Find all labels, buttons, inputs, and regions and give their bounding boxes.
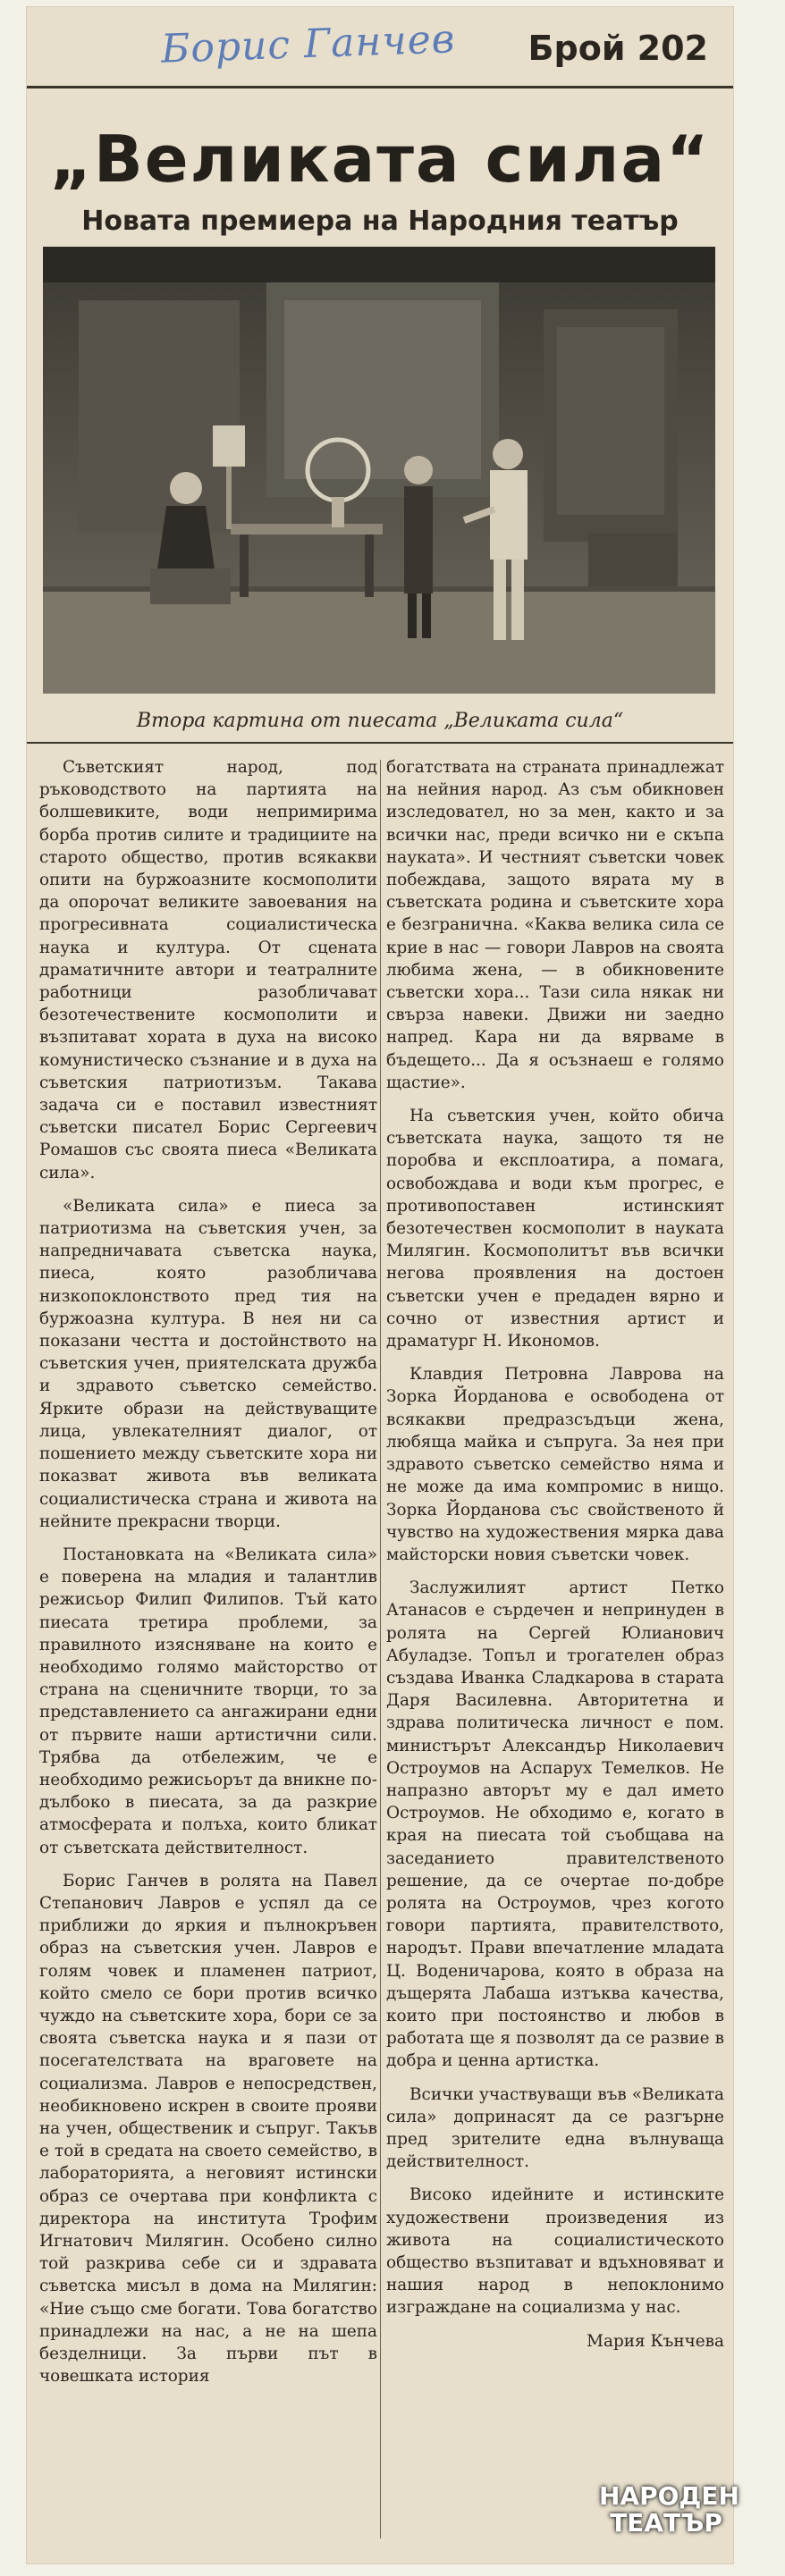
theatre-logo-stamp: [599, 2481, 739, 2563]
newspaper-clipping: [27, 7, 739, 2563]
article-paragraph: Клавдия Петровна Лаврова на Зорка Йорданова е освободена от всякакви предразсъдъци жена, любяща майка и съпруга. За нея при здравото съветско семейство няма и не може да има компромис в нищо. Зорка Йорданова със свойственото й чувство на художествения мярка дава майсторски новия съветски човек.: [386, 1365, 724, 1564]
article-paragraph: «Великата сила» е пиеса за патриотизма на съветския учен, за напредничавата съветска наука, пиеса, която разобличава низкопоклонството пред тия на буржоазна култура. В нея ни са показани честта и достойнството на съветския учен, приятелската дружба и здравото съветско семейство. Ярките образи на действуващите лица, увлекателният диалог, от пошението между съветските хора ни показват живота във великата социалистическа страна и живота на нейните прекрасни творци.: [39, 1196, 377, 1531]
article-paragraph: Високо идейните и истинските художествени произведения из живота на социалистическото общество възпитават и вдъхновяват и нашия народ в непоклонимо изграждане на социализма у нас.: [386, 2185, 724, 2318]
column-separator: [380, 760, 381, 2538]
handwritten-note: Борис Ганчев: [160, 16, 457, 72]
article-paragraph: Всички участвуващи във «Великата сила» допринасят да се разгърне пред зрителите една вълнуваща действителност.: [386, 2084, 724, 2172]
subheadline: Новата премиера на Народния театър: [81, 206, 679, 237]
article-paragraph: Заслужилият артист Петко Атанасов е сърдечен и непринуден в ролята на Сергей Юлианович Абуладзе. Топъл и трогателен образ създава Иванка Сладкарова в старата Даря Василевна. Авторитетна и здрава политическа личност е пом. министърът Александър Николаевич Остроумов на Аспарух Темелков. Не напразно авторът му е дал името Остроумов. Не обходимо е, когато в края на пиесата той съобщава на заседанието правителственото решение, да се очертае по-добре ролята на Остроумов, чрез когото говори партията, правителството, народът. Прави впечатление младата Ц. Воденичарова, която в образа на дъщерята Лабаша изтъква качества, които при постоянство и любов в работата ще я позволят да се развие в добра и ценна артистка.: [386, 1578, 724, 2071]
article-paragraph: Съветският народ, под ръководството на партията на болшевиките, води непримирима борба против силите и традициите на старото общество, против всякакви опити на буржоазните космополити да опорочат великите завоевания на прогресивната социалистическа наука и култура. От сцената драматичните автори и театралните работници разобличават безотечествените космополити и възпитават хората в духа на високо комунистическо съзнание и в духа на съветския патриотизъм. Такава задача си е поставил известният съветски писател Борис Сергеевич Ромашов със своята пиеса «Великата сила».: [39, 758, 377, 1183]
stamp-line-2: ТЕАТЪР: [610, 2508, 722, 2538]
caption-rule: [27, 742, 733, 744]
issue-number: Брой 202: [528, 29, 708, 68]
headline: „Великата сила“: [49, 122, 711, 197]
header-rule: [27, 86, 733, 88]
article-paragraph: Постановката на «Великата сила» е поверена на младия и талантлив режисьор Филип Филипов. Тъй като пиесата третира проблеми, за правилното изясняване на които е необходимо голямо майсторство от страна на сценичните творци, то за представлението са ангажирани едни от първите наши артистични сили. Трябва да отбележим, че е необходимо режисьорът да вникне по-дълбоко в пиесата, за да разкрие атмосферата и полъха, които бликат от съветската действителност.: [39, 1545, 377, 1857]
stage-photo: [43, 247, 715, 694]
article-paragraph: Борис Ганчев в ролята на Павел Степанович Лавров е успял да се приближи до яркия и пълнокръвен образ на съветския учен. Лавров е голям човек и пламенен патриот, който смело се бори против всичко чуждо на съветските хора, бори се за своята съветска наука и я пази от посегателствата на враговете на социализма. Лавров е непосредствен, необикновено искрен в своите прояви на учен, общественик и съпруг. Такъв е той в средата на своето семейство, в лабораторията, а неговият истински образ се очертава при конфликта с директора на института Трофим Игнатович Милягин. Особено силно той разкрива себе си и здравата съветска мисъл в дома на Милягин: «Ние също сме богати. Това богатство принадлежи на нас, а не на шепа безделници. За първи път в човешката история: [39, 1871, 377, 2387]
article-column-left: [39, 756, 377, 2398]
stage-scene-illustration: [43, 247, 715, 694]
article-paragraph: На съветския учен, който обича съветската наука, защото тя не поробва и експлоатира, а помага, освобождава и води към прогрес, е противопоставен истинският безотечествен космополит в науката Милягин. Космополитът във всички негова проявления на достоен съветски учен е предаден вярно и сочно от известния артист и драматург Н. Икономов.: [386, 1107, 724, 1351]
stamp-line-1: НАРОДЕН: [599, 2481, 739, 2511]
photo-caption: Втора картина от пиесата „Великата сила“: [136, 710, 624, 732]
article-column-right: [386, 756, 724, 2363]
article-signature: Мария Кънчева: [587, 2331, 724, 2351]
article-paragraph: богатствата на страната принадлежат на нейния народ. Аз съм обикновен изследовател, но за мен, както и за всички нас, преди всичко ни е скъпа науката». И честният съветски човек побеждава, защото вярата му в съветската родина и съветските хора е безгранична. «Каква велика сила се крие в нас — говори Лавров на своята любима жена, — в обикновените съветски хора... Тази сила някак ни свърза навеки. Движи ни заедно напред. Кара ни да вярваме в бъдещето... Да я осъзнаеш е голямо щастие».: [386, 758, 724, 1092]
